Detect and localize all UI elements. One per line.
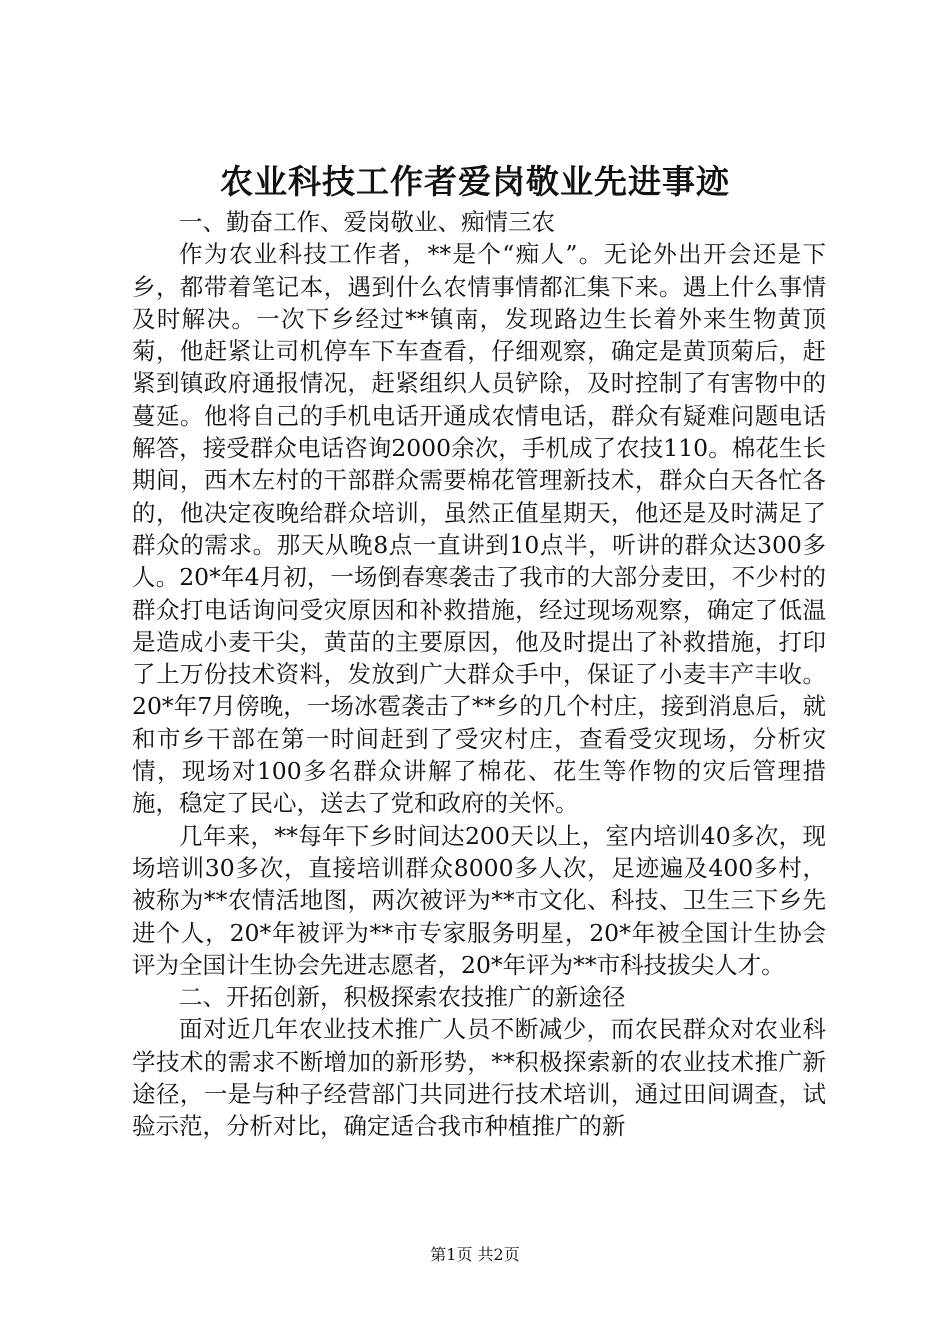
- section-heading-2: 二、开拓创新，积极探索农技推广的新途径: [179, 983, 626, 1012]
- paragraph: 几年来，**每年下乡时间达200天以上，室内培训40多次，现场培训30多次，直接培训群众8000多人次，足迹遍及400多村，被称为**农情活地图，两次被评为**市文化、科技、卫生三下乡先进个人，20*年被评为**市专家服务明星，20*年被全国计生协会评为全国计生协会先进志愿者，20*年评为**市科技拔尖人才。: [132, 821, 826, 979]
- paragraph: 作为农业科技工作者，**是个“痴人”。无论外出开会还是下乡，都带着笔记本，遇到什么农情事情都汇集下来。遇上什么事情及时解决。一次下乡经过**镇南，发现路边生长着外来生物黄顶菊，他赶紧让司机停车下车查看，仔细观察，确定是黄顶菊后，赶紧到镇政府通报情况，赶紧组织人员铲除，及时控制了有害物中的蔓延。他将自己的手机电话开通成农情电话，群众有疑难问题电话解答，接受群众电话咨询2000余次，手机成了农技110。棉花生长期间，西木左村的干部群众需要棉花管理新技术，群众白天各忙各的，他决定夜晚给群众培训，虽然正值星期天，他还是及时满足了群众的需求。那天从晚8点一直讲到10点半，听讲的群众达300多人。20*年4月初，一场倒春寒袭击了我市的大部分麦田，不少村的群众打电话询问受灾原因和补救措施，经过现场观察，确定了低温是造成小麦干尖，黄苗的主要原因，他及时提出了补救措施，打印了上万份技术资料，发放到广大群众手中，保证了小麦丰产丰收。20*年7月傍晚，一场冰雹袭击了**乡的几个村庄，接到消息后，就和市乡干部在第一时间赶到了受灾村庄，查看受灾现场，分析灾情，现场对100多名群众讲解了棉花、花生等作物的灾后管理措施，稳定了民心，送去了党和政府的关怀。: [132, 240, 826, 818]
- section-heading-1: 一、勤奋工作、爱岗敬业、痴情三农: [179, 208, 555, 236]
- document-body: [132, 206, 826, 1143]
- document-title: 农业科技工作者爱岗敬业先进事迹: [220, 162, 730, 201]
- page-footer: [0, 1244, 950, 1266]
- paragraph: 面对近几年农业技术推广人员不断减少，而农民群众对农业科学技术的需求不断增加的新形势，**积极探索新的农业技术推广新途径，一是与种子经营部门共同进行技术培训，通过田间调查，试验示范，分析对比，确定适合我市种植推广的新: [132, 1015, 826, 1141]
- page-total: 共2页: [477, 1245, 520, 1264]
- page-number: 第1页: [430, 1245, 473, 1264]
